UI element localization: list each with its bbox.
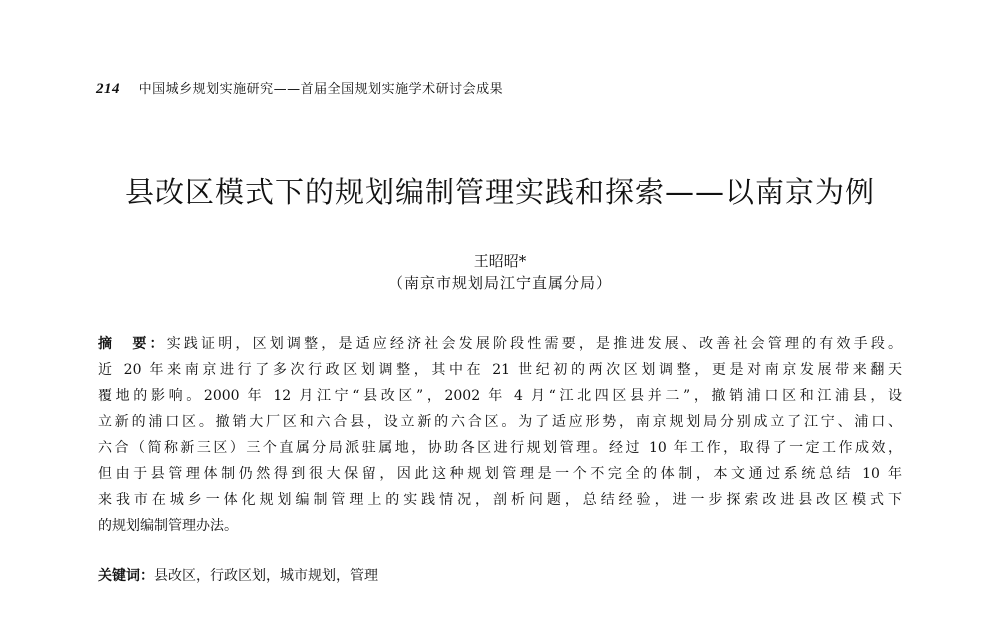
- book-title: 中国城乡规划实施研究——首届全国规划实施学术研讨会成果: [138, 82, 504, 97]
- abstract-line: 覆地的影响。2000 年 12 月江宁“县改区”，2002 年 4 月“江北四区县并二”，撤销浦口区和江浦县，设: [98, 388, 902, 404]
- keywords: [98, 565, 378, 585]
- abstract-line: 来我市在城乡一体化规划编制管理上的实践情况，剖析问题，总结经验，进一步探索改进县改区模式下: [98, 492, 902, 508]
- running-header: [96, 78, 503, 98]
- author: 王昭昭*: [473, 252, 527, 270]
- abstract-line: 近 20 年来南京进行了多次行政区划调整，其中在 21 世纪初的两次区划调整，更是对南京发展带来翻天: [98, 362, 902, 378]
- abstract-line: [98, 331, 902, 357]
- abstract-line: 但由于县管理体制仍然得到很大保留，因此这种规划管理是一个不完全的体制，本文通过系统总结 10 年: [98, 466, 902, 482]
- abstract-line: 的规划编制管理办法。: [98, 518, 238, 534]
- abstract-line: 六合（简称新三区）三个直属分局派驻属地，协助各区进行规划管理。经过 10 年工作，取得了一定工作成效，: [98, 440, 902, 456]
- abstract-line: 立新的浦口区。撤销大厂区和六合县，设立新的六合区。为了适应形势，南京规划局分别成立了江宁、浦口、: [98, 414, 902, 430]
- keywords-label: 关键词：: [98, 568, 154, 584]
- abstract: [98, 331, 902, 539]
- page-number: 214: [96, 81, 120, 97]
- abstract-text: 实践证明，区划调整，是适应经济社会发展阶段性需要，是推进发展、改善社会管理的有效手段。: [166, 336, 903, 352]
- affiliation: （南京市规划局江宁直属分局）: [387, 274, 612, 292]
- abstract-label: 摘 要：: [98, 336, 167, 352]
- paper-title: 县改区模式下的规划编制管理实践和探索——以南京为例: [124, 175, 875, 209]
- keywords-text: 县改区，行政区划，城市规划，管理: [154, 568, 378, 584]
